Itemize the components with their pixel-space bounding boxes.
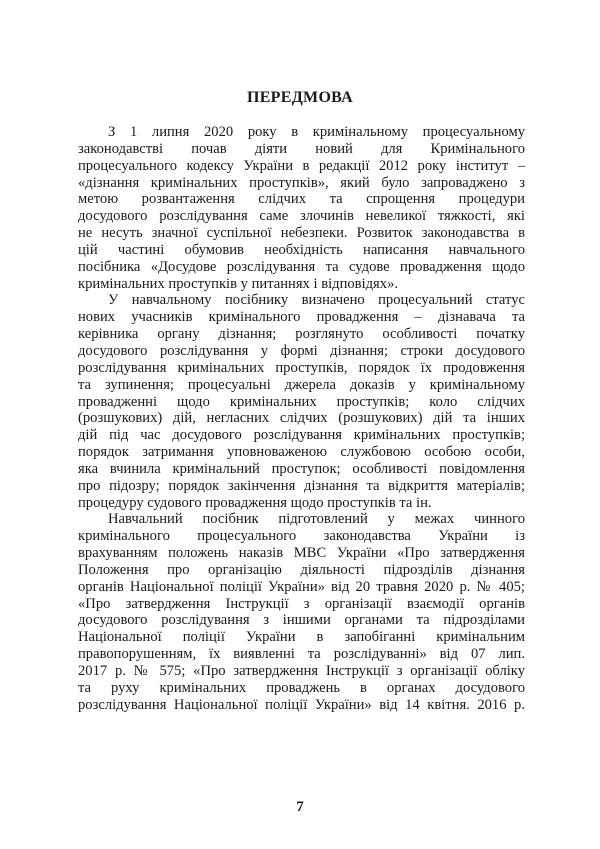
text-line: нових учасників кримінального провадження – дізнавача та — [78, 309, 525, 326]
paragraph — [78, 124, 525, 292]
text-line: цій частині обумовив необхідність написання навчального — [78, 241, 525, 258]
text-line: посібника «Досудове розслідування та судове провадження щодо — [78, 258, 525, 275]
text-line: 2017 р. № 575; «Про затвердження Інструкції з організації обліку — [78, 663, 525, 679]
text-line: порядок затримання уповноваженою службовою особою особи, — [78, 444, 525, 461]
text-line: метою розвантаження слідчих та спрощення процедури — [78, 191, 525, 208]
text-line: (розшукових) дій, негласних слідчих (розшукових) дій та інших — [78, 410, 525, 427]
text-line: У навчальному посібнику визначено процесуальний статус — [108, 292, 525, 309]
text-line: Положення про організацію діяльності підрозділів дізнання — [78, 561, 525, 578]
text-line: «дізнання кримінальних проступків», який було запроваджено з — [78, 174, 525, 191]
text-line: досудового розслідування саме злочинів невеликої тяжкості, які — [78, 208, 525, 225]
page-title: ПЕРЕДМОВА — [246, 89, 354, 106]
text-line: яка вчинила кримінальний проступок; особливості повідомлення — [78, 460, 525, 477]
text-line: досудового розслідування у формі дізнання; строки досудового — [78, 342, 525, 359]
text-line: З 1 липня 2020 року в кримінальному процесуальному — [108, 124, 525, 140]
text-line: процесуального кодексу України в редакції 2012 року інститут – — [78, 157, 525, 174]
page-number: 7 — [296, 799, 304, 815]
text-line: кримінального процесуального законодавства України із — [78, 528, 525, 545]
text-line: розслідування кримінальних проступків, порядок їх продовження — [78, 359, 525, 376]
paragraph — [78, 511, 525, 713]
text-line: та зупинення; процесуальні джерела доказів у кримінальному — [78, 376, 525, 393]
paragraph — [78, 292, 525, 511]
text-line: процедуру судового провадження щодо проступків та ін. — [78, 494, 432, 511]
text-line: провадженні щодо кримінальних проступків; коло слідчих — [78, 393, 525, 410]
text-line: органів Національної поліції України» від 20 травня 2020 р. № 405; — [78, 578, 525, 595]
text-line: правопорушенням, їх виявленні та розслідуванні» від 07 лип. — [78, 646, 525, 663]
text-line: «Про затвердження Інструкції з організації взаємодії органів — [78, 595, 525, 612]
text-line: законодавстві почав діяти новий для Кримінального — [78, 140, 525, 157]
text-line: врахуванням положень наказів МВС України «Про затвердження — [78, 545, 525, 562]
text-line: Національної поліції України в запобіганні кримінальним — [78, 629, 525, 646]
text-line: Навчальний посібник підготовлений у межах чинного — [108, 511, 525, 528]
document-body — [78, 124, 525, 714]
text-line: кримінальних проступків у питаннях і відповідях». — [78, 275, 399, 292]
text-line: не несуть значної суспільної небезпеки. Розвиток законодавства в — [78, 225, 525, 242]
text-line: дій під час досудового розслідування кримінальних проступків; — [78, 427, 525, 444]
text-line: досудового розслідування з іншими органами та підрозділами — [78, 612, 525, 629]
text-line: та руху кримінальних проваджень в органах досудового — [78, 679, 525, 696]
text-line: керівника органу дізнання; розглянуто особливості початку — [78, 326, 525, 343]
text-line: розслідування Національної поліції України» від 14 квітня. 2016 р. — [78, 696, 525, 713]
text-line: про підозру; порядок закінчення дізнання та відкриття матеріалів; — [78, 477, 525, 494]
